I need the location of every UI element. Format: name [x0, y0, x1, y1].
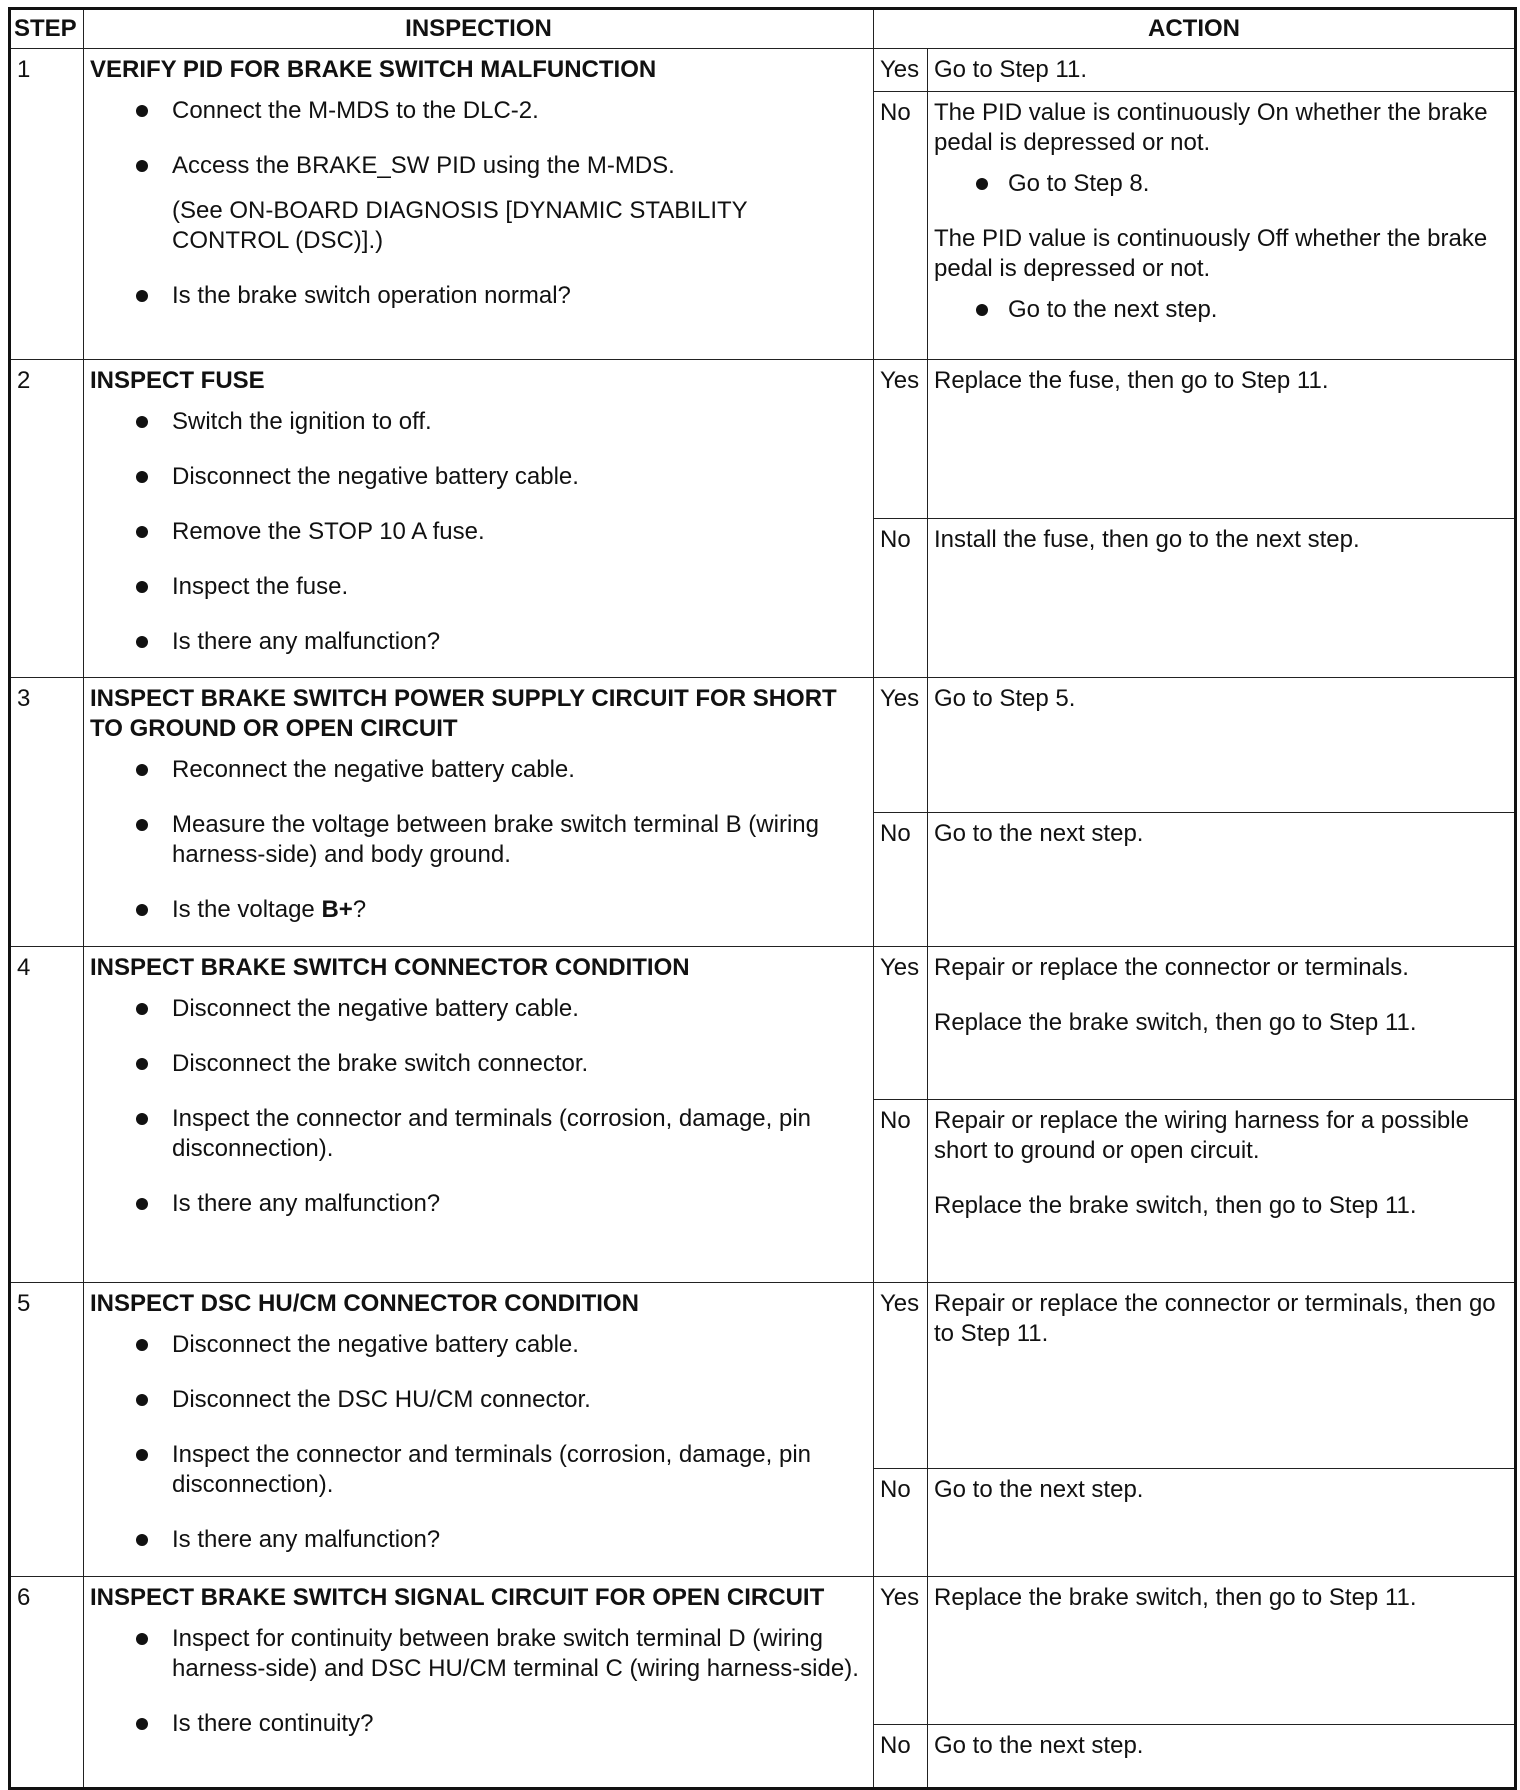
step-number: 4 — [10, 947, 84, 1283]
no-action: Go to the next step. — [928, 1469, 1516, 1577]
bullet-text: Disconnect the negative battery cable. — [172, 995, 579, 1022]
bullet-text: Inspect for continuity between brake switch terminal D (wiring harness-side) and DSC HU/CM terminal C (wiring harness-side). — [172, 1625, 859, 1682]
bullet-dot-icon — [136, 105, 148, 117]
yes-action: Replace the brake switch, then go to Step 11. — [928, 1577, 1516, 1725]
bullet-text-suffix: ? — [352, 896, 367, 923]
bullet-item — [90, 1330, 863, 1360]
bullet-item — [90, 895, 863, 925]
step-3-yes-row — [10, 678, 1516, 813]
action-text: The PID value is continuously On whether the brake pedal is depressed or not. — [934, 99, 1488, 156]
action-text: Replace the brake switch, then go to Step 11. — [934, 1009, 1417, 1036]
bullet-item — [90, 1624, 863, 1684]
bullet-item — [90, 1525, 863, 1555]
bullet-dot-icon — [136, 416, 148, 428]
bullet-text: Remove the STOP 10 A fuse. — [172, 518, 485, 545]
header-inspection: INSPECTION — [84, 9, 874, 49]
bullet-text: Disconnect the negative battery cable. — [172, 463, 579, 490]
bullet-bold-text: B+ — [321, 896, 353, 923]
bullet-text: Inspect the connector and terminals (corrosion, damage, pin disconnection). — [172, 1441, 812, 1498]
bullet-item — [90, 994, 863, 1024]
step-number: 1 — [10, 49, 84, 360]
bullet-text: Switch the ignition to off. — [172, 408, 432, 435]
yes-label: Yes — [874, 360, 928, 519]
no-action: Go to the next step. — [928, 1725, 1516, 1789]
bullet-item — [90, 407, 863, 437]
no-action: Install the fuse, then go to the next step. — [928, 519, 1516, 678]
step-title: INSPECT BRAKE SWITCH SIGNAL CIRCUIT FOR OPEN CIRCUIT — [90, 1584, 825, 1611]
bullet-text: Reconnect the negative battery cable. — [172, 756, 575, 783]
yes-action: Go to Step 11. — [928, 49, 1516, 92]
bullet-dot-icon — [136, 581, 148, 593]
yes-action — [928, 947, 1516, 1100]
step-2-yes-row — [10, 360, 1516, 519]
bullet-text: Is there continuity? — [172, 1710, 374, 1737]
yes-label: Yes — [874, 1577, 928, 1725]
bullet-item — [90, 1049, 863, 1079]
bullet-dot-icon — [136, 1003, 148, 1015]
step-title: INSPECT DSC HU/CM CONNECTOR CONDITION — [90, 1290, 639, 1317]
no-label: No — [874, 813, 928, 947]
bullet-item — [90, 810, 863, 870]
step-1-yes-row — [10, 49, 1516, 92]
step-6-inspection — [84, 1577, 874, 1789]
step-title: INSPECT FUSE — [90, 367, 265, 394]
step-1-inspection — [84, 49, 874, 360]
action-text: Replace the brake switch, then go to Step 11. — [934, 1192, 1417, 1219]
bullet-dot-icon — [976, 178, 988, 190]
bullet-dot-icon — [136, 1534, 148, 1546]
bullet-item — [90, 151, 863, 181]
step-title: INSPECT BRAKE SWITCH CONNECTOR CONDITION — [90, 954, 690, 981]
bullet-text: Is there any malfunction? — [172, 1190, 441, 1217]
bullet-item — [90, 755, 863, 785]
bullet-dot-icon — [136, 290, 148, 302]
step-title: VERIFY PID FOR BRAKE SWITCH MALFUNCTION — [90, 56, 657, 83]
step-number: 3 — [10, 678, 84, 947]
bullet-text: Measure the voltage between brake switch terminal B (wiring harness-side) and body ground. — [172, 811, 819, 868]
step-number: 2 — [10, 360, 84, 678]
bullet-text: Inspect the fuse. — [172, 573, 349, 600]
step-2-inspection — [84, 360, 874, 678]
bullet-item — [90, 1104, 863, 1164]
reference-note: (See ON-BOARD DIAGNOSIS [DYNAMIC STABILITY CONTROL (DSC)].) — [172, 197, 748, 254]
bullet-text: Is there any malfunction? — [172, 1526, 441, 1553]
step-4-inspection — [84, 947, 874, 1283]
bullet-item — [90, 1440, 863, 1500]
yes-action: Replace the fuse, then go to Step 11. — [928, 360, 1516, 519]
step-3-inspection — [84, 678, 874, 947]
yes-label: Yes — [874, 1283, 928, 1469]
bullet-dot-icon — [136, 1339, 148, 1351]
bullet-item — [90, 281, 863, 311]
action-text: The PID value is continuously Off whether the brake pedal is depressed or not. — [934, 225, 1488, 282]
bullet-dot-icon — [136, 636, 148, 648]
header-row — [10, 9, 1516, 49]
step-5-yes-row — [10, 1283, 1516, 1469]
bullet-text: Connect the M-MDS to the DLC-2. — [172, 97, 539, 124]
yes-action: Repair or replace the connector or terminals, then go to Step 11. — [928, 1283, 1516, 1469]
no-label: No — [874, 1469, 928, 1577]
step-number: 6 — [10, 1577, 84, 1789]
no-label: No — [874, 1100, 928, 1283]
action-bullet — [934, 169, 1506, 199]
bullet-item — [90, 572, 863, 602]
bullet-dot-icon — [136, 160, 148, 172]
bullet-dot-icon — [136, 1633, 148, 1645]
bullet-item — [90, 1385, 863, 1415]
yes-label: Yes — [874, 49, 928, 92]
header-step: STEP — [10, 9, 84, 49]
bullet-text: Is the voltage — [172, 896, 322, 923]
bullet-dot-icon — [136, 819, 148, 831]
no-action — [928, 92, 1516, 360]
bullet-text: Inspect the connector and terminals (corrosion, damage, pin disconnection). — [172, 1105, 812, 1162]
bullet-text: Disconnect the brake switch connector. — [172, 1050, 589, 1077]
bullet-dot-icon — [136, 1113, 148, 1125]
bullet-dot-icon — [136, 1394, 148, 1406]
bullet-item — [90, 1709, 863, 1739]
bullet-item — [90, 96, 863, 126]
no-action: Go to the next step. — [928, 813, 1516, 947]
no-action — [928, 1100, 1516, 1283]
bullet-dot-icon — [136, 1198, 148, 1210]
bullet-dot-icon — [136, 904, 148, 916]
yes-action: Go to Step 5. — [928, 678, 1516, 813]
yes-label: Yes — [874, 947, 928, 1100]
bullet-text: Is the brake switch operation normal? — [172, 282, 571, 309]
action-bullet-text: Go to the next step. — [1008, 296, 1218, 323]
bullet-dot-icon — [136, 471, 148, 483]
bullet-text: Is there any malfunction? — [172, 628, 441, 655]
no-label: No — [874, 519, 928, 678]
bullet-text: Disconnect the DSC HU/CM connector. — [172, 1386, 591, 1413]
bullet-item — [90, 627, 863, 657]
action-bullet — [934, 295, 1506, 325]
bullet-item — [90, 517, 863, 547]
bullet-dot-icon — [976, 304, 988, 316]
action-text: Repair or replace the connector or terminals. — [934, 954, 1409, 981]
step-6-yes-row — [10, 1577, 1516, 1725]
bullet-text: Disconnect the negative battery cable. — [172, 1331, 579, 1358]
bullet-dot-icon — [136, 1058, 148, 1070]
diagnostic-table — [8, 7, 1517, 1790]
yes-label: Yes — [874, 678, 928, 813]
bullet-item — [90, 1189, 863, 1219]
bullet-dot-icon — [136, 764, 148, 776]
bullet-dot-icon — [136, 526, 148, 538]
bullet-text: Access the BRAKE_SW PID using the M-MDS. — [172, 152, 675, 179]
header-action: ACTION — [874, 9, 1516, 49]
step-number: 5 — [10, 1283, 84, 1577]
step-5-inspection — [84, 1283, 874, 1577]
bullet-item — [90, 462, 863, 492]
action-bullet-text: Go to Step 8. — [1008, 170, 1150, 197]
no-label: No — [874, 1725, 928, 1789]
step-title: INSPECT BRAKE SWITCH POWER SUPPLY CIRCUIT FOR SHORT TO GROUND OR OPEN CIRCUIT — [90, 685, 837, 742]
action-text: Repair or replace the wiring harness for a possible short to ground or open circuit. — [934, 1107, 1469, 1164]
step-4-yes-row — [10, 947, 1516, 1100]
no-label: No — [874, 92, 928, 360]
bullet-dot-icon — [136, 1449, 148, 1461]
bullet-dot-icon — [136, 1718, 148, 1730]
